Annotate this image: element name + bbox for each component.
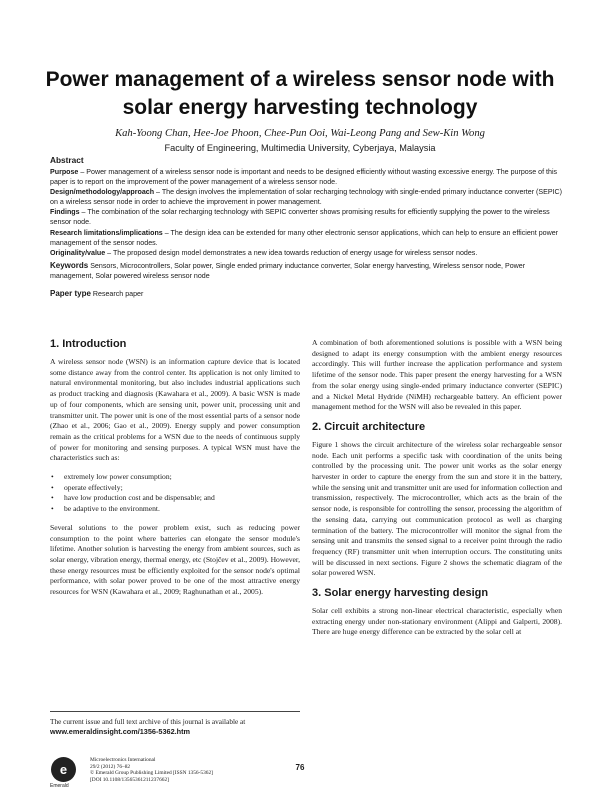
section-heading-circuit-architecture: 2. Circuit architecture [312,420,426,433]
abstract-design [50,187,563,207]
paper-title: Power management of a wireless sensor node with solar energy harvesting technology [45,68,555,119]
characteristics-list [50,472,300,515]
paper-type-label: Paper type [50,289,91,299]
keywords-text: Sensors, Microcontrollers, Solar power, Single ended primary inductance converter, Solar energy harvesting, Wireless sensor node, Power management, Solar powered wireless sensor node [50,261,526,280]
list-item: • extremely low power consumption; [50,472,300,483]
section-heading-introduction: 1. Introduction [50,338,127,350]
abstract-heading: Abstract [50,155,84,165]
limitations-label: Research limitations/implications [50,228,163,237]
paper-type-text: Research paper [90,290,144,299]
findings-label: Findings [50,208,80,217]
limitations-text: – The design idea can be extended for many other electronic sensor applications, which can help to ensure an efficient power management of the sensor nodes. [50,228,559,247]
journal-volume: 29/2 (2012) 76–82 [90,763,131,770]
purpose-label: Purpose [50,168,79,176]
paragraph: A wireless sensor node (WSN) is an information capture device that is located some distance away from the control center. Its application is not only limited to natural environmental monitoring, but also includes industrial applications such as product tracking and diagnosis (Kawahara et al., 2009). A basic WSN is made up of four components, which are sensing unit, power unit, processing unit and transmitter unit. The power unit is one of the most essential parts of a sensor node (Zhao et al., 2006; Gao et al., 2009). Energy supply and power consumption remain as the critical problems for a WSN due to the needs of continuous supply of power for monitoring and sensing purposes. A typical WSN must have the characteristics such as: [50,357,300,463]
paragraph: A combination of both aforementioned solutions is possible with a WSN being designed to adapt its energy consumption with the ambient energy resources accordingly. This will further increase the application performance and system lifetime of the sensor node. This paper present the energy harvesting for a WSN from the solar energy using single-ended primary inductance converter (SEPIC) and a Nickel Metal Hydride (NiMH) rechargeable battery. An efficient power management method for the WSN will also be revealed in this paper. [312,338,562,412]
list-item: • be adaptive to the environment. [50,504,300,515]
keywords-label: Keywords [50,260,89,270]
left-column [50,338,300,606]
originality-label: Originality/value [50,248,106,257]
journal-archive-note [50,711,300,736]
author-list: Kah-Yoong Chan, Hee-Joe Phoon, Chee-Pun Ooi, Wai-Leong Pang and Sew-Kin Wong [115,128,485,139]
emerald-logo-icon: e [51,757,76,782]
paragraph: Solar cell exhibits a strong non-linear electrical characteristic, especially when extracting energy under non-stationary environment (Alippi and Galperti, 2008). There are huge energy difference can be extracted by the solar cell at [312,606,562,637]
emerald-logo [50,757,78,789]
purpose-text: – Power management of a wireless sensor node is important and needs to be designed efficiently without wasting excessive energy. The purpose of this paper is to report on the improvement of the power management of a wireless sensor node. [50,168,558,187]
paragraph: Figure 1 shows the circuit architecture of the wireless solar rechargeable sensor node. Each unit performs a specific task with coordination of the units being controlled by the processing unit. The power unit works as the solar energy harvester in order to capture the energy from the sun and store it in the battery, while the sensing unit and transmitter unit are used for information collection and transmission, respectively. The microcontroller, which acts as the brain of the sensor node, is responsible for controlling the sensor, processing the algorithm of the sensing data, carrying out communication protocol as well as charging termination of the battery. The microcontroller will monitor the signal from the sensing unit and transmits the sensed signal to a receiver point through the radio frequency (RF) transmitter unit when interruption occurs. The constituting units will be discussed in next sections. Figure 2 shows the schematic diagram of the solar powered WSN. [312,439,562,578]
emerald-logo-word: Emerald [50,783,69,789]
design-label: Design/methodology/approach [50,188,155,197]
abstract-originality [50,248,563,258]
findings-text: – The combination of the solar recharging technology with SEPIC converter shows promising results for efficiently supplying the power to the wireless sensor node. [50,208,550,227]
paragraph: Several solutions to the power problem exist, such as reducing power consumption to the point where batteries can elongate the sensor module's lifetime. Another solution is harvesting the energy from ambient sources, such as solar energy, vibration energy, thermal energy, etc (Stojčev et al., 2009). However, these energy resources must be efficiently exploited for the sensor node's optimal performance, with solar power proved to be one of the most attractive energy resources for WSN (Kawahara et al., 2009; Raghunathan et al., 2005). [50,522,300,597]
abstract-findings [50,207,563,227]
journal-info [90,757,300,783]
list-item: • have low production cost and be dispensable; and [50,493,300,504]
paper-type [50,289,563,299]
originality-text: – The proposed design model demonstrates a new idea towards reduction of energy usage for wireless sensor nodes. [105,248,478,257]
title-block [30,66,570,155]
abstract-limitations [50,228,563,248]
list-item: • operate effectively; [50,483,300,494]
journal-doi: [DOI 10.1108/13565361211237662] [90,776,169,783]
page-number: 76 [295,763,305,772]
journal-copyright: © Emerald Group Publishing Limited [ISSN 1356-5362] [90,770,213,777]
abstract [50,155,563,299]
archive-text: The current issue and full text archive of this journal is available at [50,717,246,726]
design-text: – The design involves the implementation of solar recharging technology with single-ended primary inductance converter (SEPIC) on a wireless sensor node in order to achieve the improvement in power management. [50,188,563,207]
divider [50,711,300,712]
journal-name: Microelectronics International [90,757,156,763]
section-heading-solar-energy-harvesting: 3. Solar energy harvesting design [312,587,489,600]
affiliation: Faculty of Engineering, Multimedia University, Cyberjaya, Malaysia [164,143,436,153]
abstract-purpose [50,167,563,187]
archive-url-link[interactable]: www.emeraldinsight.com/1356-5362.htm [50,726,191,736]
archive-note [50,717,300,736]
keywords [50,261,563,281]
right-column [312,338,562,646]
